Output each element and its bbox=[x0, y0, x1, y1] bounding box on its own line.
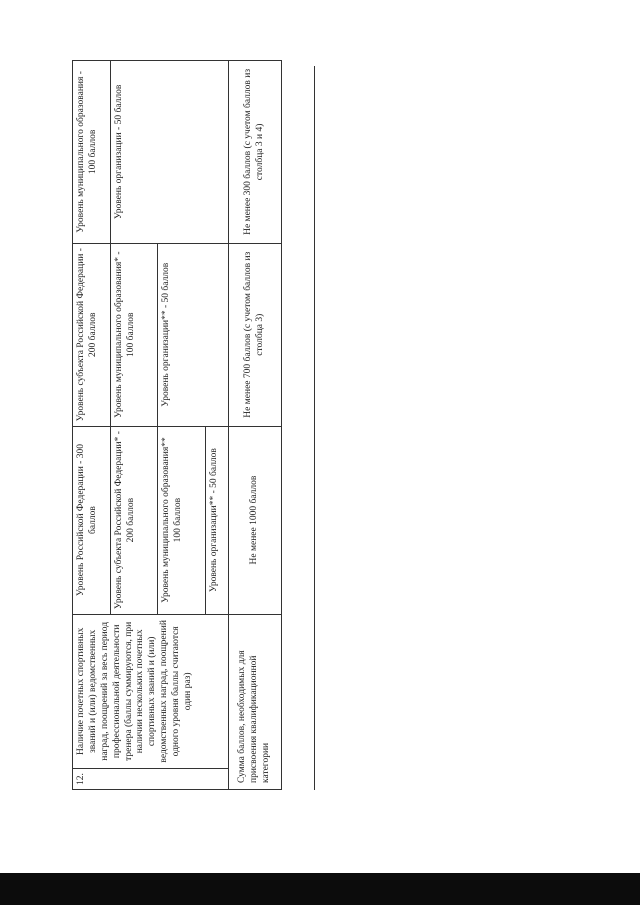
scan-bottom-bar bbox=[0, 873, 640, 905]
level-cell: Уровень субъекта Российской Федерации - 200 баллов bbox=[73, 243, 111, 426]
level-cell: Уровень организации** - 50 баллов bbox=[158, 243, 229, 426]
sum-label-cell: Сумма баллов, необходимых для присвоения квалификационной категории bbox=[229, 614, 282, 789]
level-cell: Уровень субъекта Российской Федерации* - 200 баллов bbox=[111, 426, 158, 614]
qualification-table bbox=[72, 60, 282, 790]
table-row bbox=[73, 61, 111, 790]
sum-cell: Не менее 700 баллов (с учетом баллов из столбца 3) bbox=[229, 243, 282, 426]
rotated-table-page bbox=[72, 60, 282, 790]
level-cell: Уровень муниципального образования* - 100 баллов bbox=[111, 243, 158, 426]
level-cell: Уровень организации** - 50 баллов bbox=[205, 426, 228, 614]
level-cell: Уровень организации - 50 баллов bbox=[111, 61, 229, 244]
sum-cell: Не менее 1000 баллов bbox=[229, 426, 282, 614]
level-cell: Уровень муниципального образования** 100 баллов bbox=[158, 426, 205, 614]
table-row bbox=[229, 61, 282, 790]
level-cell: Уровень муниципального образования - 100 баллов bbox=[73, 61, 111, 244]
level-cell: Уровень Российской Федерации - 300 баллов bbox=[73, 426, 111, 614]
criterion-cell: Наличие почетных спортивных званий и (или) ведомственных наград, поощрений за весь период профессиональной деятельности тренера (баллы суммируются, при наличии нескольких почетных спортивных званий и (или) ведомственных наград, поощрений одного уровня баллы считаются один раз) bbox=[73, 614, 229, 769]
row-number: 12. bbox=[73, 769, 229, 790]
sum-cell: Не менее 300 баллов (с учетом баллов из столбца 3 и 4) bbox=[229, 61, 282, 244]
page-divider-line bbox=[314, 66, 315, 790]
